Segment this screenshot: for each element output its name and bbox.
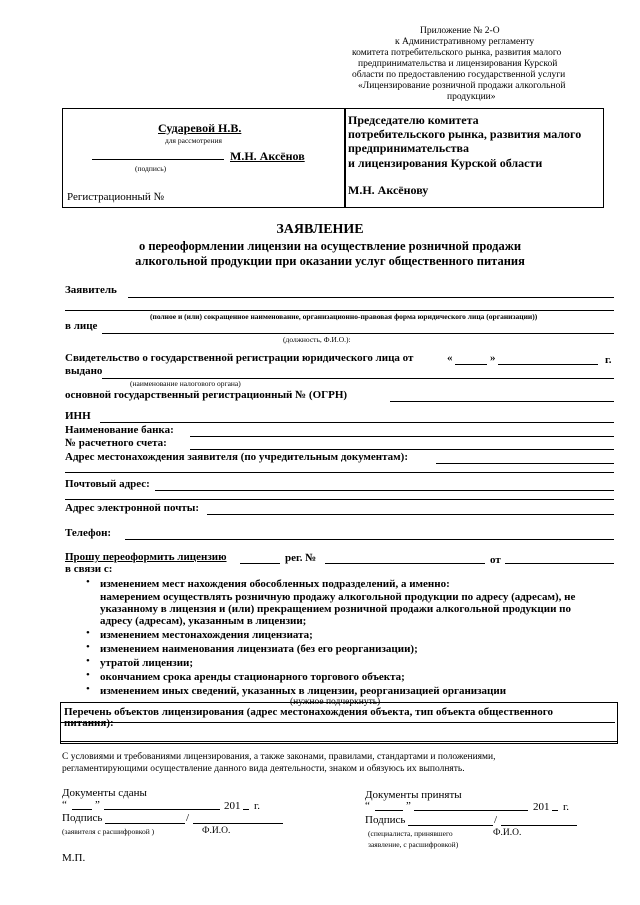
issued-label: выдано <box>65 365 103 377</box>
objects-label: питания): <box>64 717 114 729</box>
appendix-line: к Административному регламенту <box>395 37 535 47</box>
day-field[interactable] <box>72 809 92 810</box>
account-field[interactable] <box>190 449 614 450</box>
applicant-hint: (полное и (или) сокращенное наименование, организационно-правовая форма юридического лица (организации)) <box>150 312 538 321</box>
month-field[interactable] <box>104 809 220 810</box>
quote-close: ” <box>406 800 411 812</box>
appendix-line: продукции» <box>447 92 496 102</box>
bank-label: Наименование банка: <box>65 424 174 436</box>
quote-close: ” <box>95 799 100 811</box>
due-to-label: в связи с: <box>65 563 113 575</box>
reason-item[interactable]: утратой лицензии; <box>100 657 194 669</box>
ogrn-label: основной государственный регистрационный № (ОГРН) <box>65 389 348 401</box>
resolution-purpose: для рассмотрения <box>165 136 222 145</box>
submitted-label: Документы сданы <box>62 787 147 799</box>
inn-field[interactable] <box>100 422 614 423</box>
address-field[interactable] <box>436 463 614 464</box>
address-field-line2[interactable] <box>65 472 614 473</box>
objects-label: Перечень объектов лицензирования (адрес местонахождения объекта, тип объекта общественного <box>64 706 553 718</box>
specialist-hint: заявление, с расшифровкой) <box>368 840 459 849</box>
agreement-text: С условиями и требованиями лицензирования, а также законами, правилами, стандартами и положениями, <box>62 752 496 762</box>
quote-open: “ <box>62 799 67 811</box>
quote-open: “ <box>365 800 370 812</box>
signature-line <box>92 159 224 160</box>
document-subtitle: алкогольной продукции при оказании услуг общественного питания <box>135 254 525 268</box>
appendix-line: комитета потребительского рынка, развития малого <box>352 48 562 58</box>
reason-item[interactable]: изменением иных сведений, указанных в лицензии, реорганизацией организации <box>100 685 507 697</box>
appendix-line: «Лицензирование розничной продажи алкогольной <box>358 81 566 91</box>
postal-label: Почтовый адрес: <box>65 478 150 490</box>
reason-item-detail: намерением осуществлять розничную продажу алкогольной продукции по адресу (адресам), не <box>100 591 576 603</box>
year-field[interactable] <box>243 809 249 810</box>
month-field[interactable] <box>414 810 528 811</box>
applicant-hint: (заявителя с расшифровкой ) <box>62 827 155 836</box>
reason-item[interactable]: окончанием срока аренды стационарного торгового объекта; <box>100 671 405 683</box>
quote-close: » <box>490 352 496 364</box>
bullet-icon: • <box>86 655 90 667</box>
issued-hint: (наименование налогового органа) <box>130 379 241 388</box>
bullet-icon: • <box>86 683 90 695</box>
addressee-line: предпринимательства <box>348 141 469 155</box>
quote-open: « <box>447 352 453 364</box>
appendix-line: области по предоставлению государственной услуги <box>352 70 566 80</box>
from-date-field[interactable] <box>505 563 614 564</box>
address-label: Адрес местонахождения заявителя (по учредительным документам): <box>65 451 409 463</box>
bullet-icon: • <box>86 627 90 639</box>
signature-field[interactable] <box>408 825 493 826</box>
phone-field[interactable] <box>125 539 614 540</box>
in-person-field[interactable] <box>102 333 614 334</box>
fio-hint: Ф.И.О. <box>493 828 522 838</box>
signature-label: Подпись <box>365 814 406 826</box>
slash: / <box>494 814 498 826</box>
reason-item[interactable]: изменением местонахождения лицензиата; <box>100 629 313 641</box>
year-field[interactable] <box>552 810 558 811</box>
objects-divider <box>61 722 615 723</box>
name-field[interactable] <box>193 823 283 824</box>
resolution-signer: М.Н. Аксёнов <box>230 149 305 163</box>
year-suffix: г. <box>254 800 261 812</box>
certificate-day-field[interactable] <box>455 364 487 365</box>
inn-label: ИНН <box>65 410 91 422</box>
year-label: 201 <box>533 801 550 813</box>
name-field[interactable] <box>501 825 577 826</box>
addressee-line: потребительского рынка, развития малого <box>348 127 582 141</box>
year-suffix: г. <box>605 354 612 366</box>
reason-item-detail: указанному в лицензия и (или) прекращением розничной продажи алкогольной продукции по <box>100 603 571 615</box>
ogrn-field[interactable] <box>390 401 614 402</box>
email-label: Адрес электронной почты: <box>65 502 200 514</box>
license-field[interactable] <box>240 563 280 564</box>
reason-item[interactable]: изменением мест нахождения обособленных подразделений, а именно: <box>100 578 450 590</box>
email-field[interactable] <box>207 514 614 515</box>
resolution-name: Сударевой Н.В. <box>158 121 242 135</box>
applicant-field[interactable] <box>128 297 614 298</box>
applicant-field-line2[interactable] <box>65 310 614 311</box>
year-label: 201 <box>224 800 241 812</box>
signature-field[interactable] <box>105 823 185 824</box>
applicant-label: Заявитель <box>65 284 117 296</box>
request-label: Прошу переоформить лицензию <box>65 551 227 563</box>
addressee-line: и лицензирования Курской области <box>348 156 543 170</box>
postal-field-line2[interactable] <box>65 499 614 500</box>
agreement-text: регламентирующими осуществление данного вида деятельности, знаком и обязуюсь их выполнять. <box>62 764 465 774</box>
addressee-line: Председателю комитета <box>348 113 479 127</box>
reg-label: рег. № <box>285 552 317 564</box>
document-title: ЗАЯВЛЕНИЕ <box>276 222 364 237</box>
certificate-month-field[interactable] <box>498 364 598 365</box>
postal-field[interactable] <box>155 490 614 491</box>
reason-item-detail: адресу (адресам), указанным в лицензии; <box>100 615 307 627</box>
registration-label: Регистрационный № <box>67 191 165 203</box>
in-person-hint: (должность, Ф.И.О.): <box>283 335 351 344</box>
account-label: № расчетного счета: <box>65 437 167 449</box>
appendix-line: Приложение № 2-О <box>420 26 500 36</box>
reg-number-field[interactable] <box>325 563 485 564</box>
signature-hint: (подпись) <box>135 164 167 173</box>
underline-hint: (нужное подчеркнуть) <box>290 697 381 707</box>
in-person-label: в лице <box>65 320 98 332</box>
bullet-icon: • <box>86 641 90 653</box>
document-subtitle: о переоформлении лицензии на осуществление розничной продажи <box>138 239 522 253</box>
objects-field[interactable] <box>60 727 618 744</box>
specialist-hint: (специалиста, принявшего <box>368 829 453 838</box>
bullet-icon: • <box>86 576 90 588</box>
phone-label: Телефон: <box>65 527 112 539</box>
reason-item[interactable]: изменением наименования лицензиата (без его реорганизации); <box>100 643 418 655</box>
from-label: от <box>490 554 501 566</box>
accepted-label: Документы приняты <box>365 789 462 801</box>
appendix-line: предпринимательства и лицензирования Курской <box>358 59 558 69</box>
slash: / <box>186 812 190 824</box>
bank-field[interactable] <box>190 436 614 437</box>
fio-hint: Ф.И.О. <box>202 826 231 836</box>
addressee-name: М.Н. Аксёнову <box>348 183 429 197</box>
day-field[interactable] <box>375 810 403 811</box>
year-suffix: г. <box>563 801 570 813</box>
certificate-label: Свидетельство о государственной регистрации юридического лица от <box>65 352 414 364</box>
bullet-icon: • <box>86 669 90 681</box>
signature-label: Подпись <box>62 812 103 824</box>
stamp-label: М.П. <box>62 852 86 864</box>
